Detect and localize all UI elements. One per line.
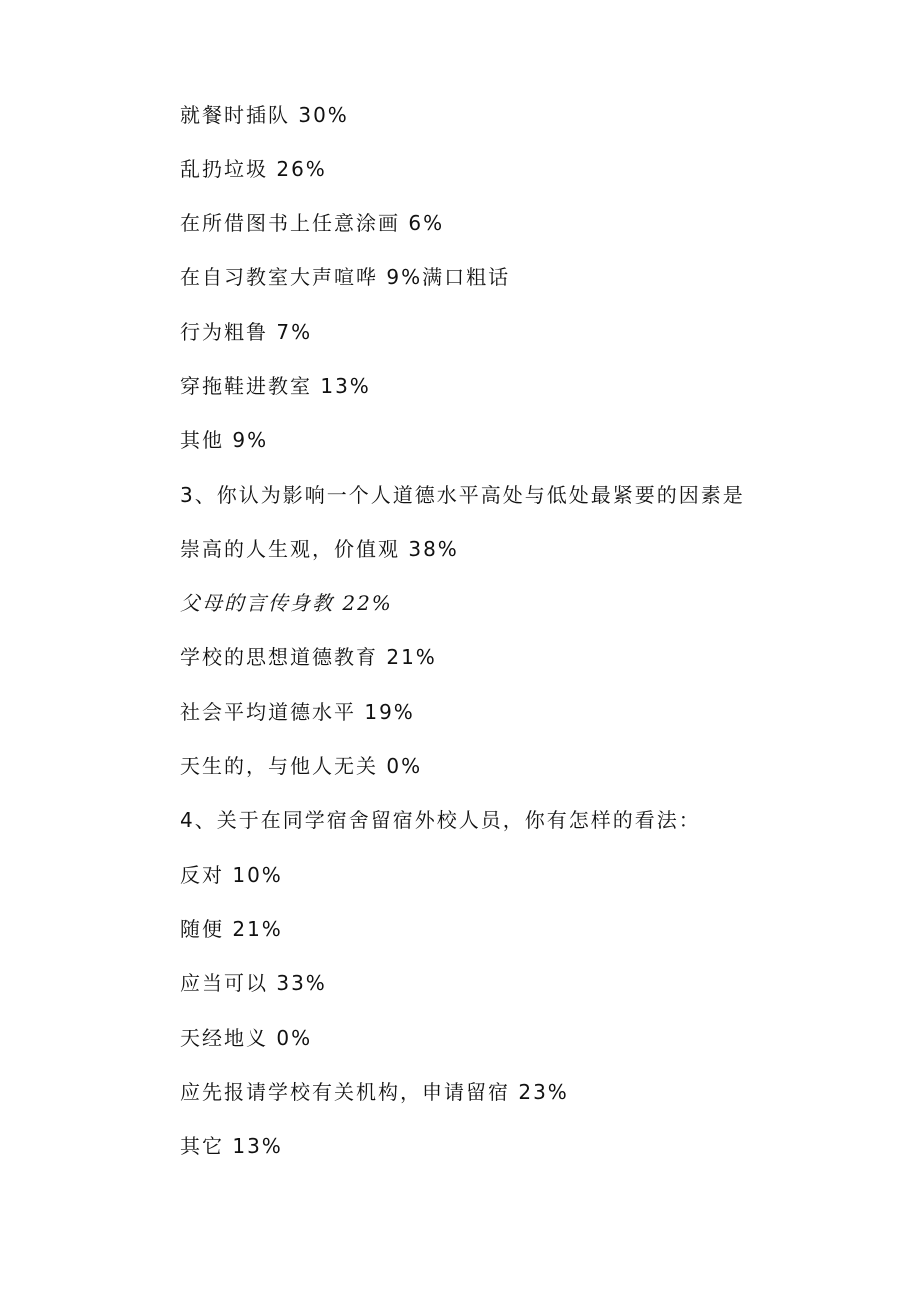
- answer-line-book-scribbling: 在所借图书上任意涂画 6%: [180, 211, 445, 235]
- answer-line-rude-behavior: 行为粗鲁 7%: [180, 320, 313, 344]
- answer-line-queue-jumping: 就餐时插队 30%: [180, 103, 349, 127]
- answer-line-society-level: 社会平均道德水平 19%: [180, 700, 415, 724]
- question-4: 4、关于在同学宿舍留宿外校人员，你有怎样的看法：: [180, 808, 701, 832]
- answer-line-oppose: 反对 10%: [180, 863, 283, 887]
- answer-line-others: 其它 13%: [180, 1134, 283, 1158]
- question-3: 3、你认为影响一个人道德水平高处与低处最紧要的因素是: [180, 483, 745, 507]
- answer-line-school-education: 学校的思想道德教育 21%: [180, 645, 437, 669]
- answer-line-loud-noise: 在自习教室大声喧哗 9%满口粗话: [180, 265, 511, 289]
- answer-line-innate: 天生的，与他人无关 0%: [180, 754, 423, 778]
- answer-line-littering: 乱扔垃圾 26%: [180, 157, 327, 181]
- answer-line-whatever: 随便 21%: [180, 917, 283, 941]
- answer-line-parents: 父母的言传身教 22%: [180, 591, 393, 615]
- answer-line-slippers: 穿拖鞋进教室 13%: [180, 374, 371, 398]
- answer-line-other: 其他 9%: [180, 428, 269, 452]
- answer-line-natural: 天经地义 0%: [180, 1026, 313, 1050]
- answer-line-apply-first: 应先报请学校有关机构，申请留宿 23%: [180, 1080, 569, 1104]
- answer-line-outlook: 崇高的人生观，价值观 38%: [180, 537, 459, 561]
- answer-line-should-allow: 应当可以 33%: [180, 971, 327, 995]
